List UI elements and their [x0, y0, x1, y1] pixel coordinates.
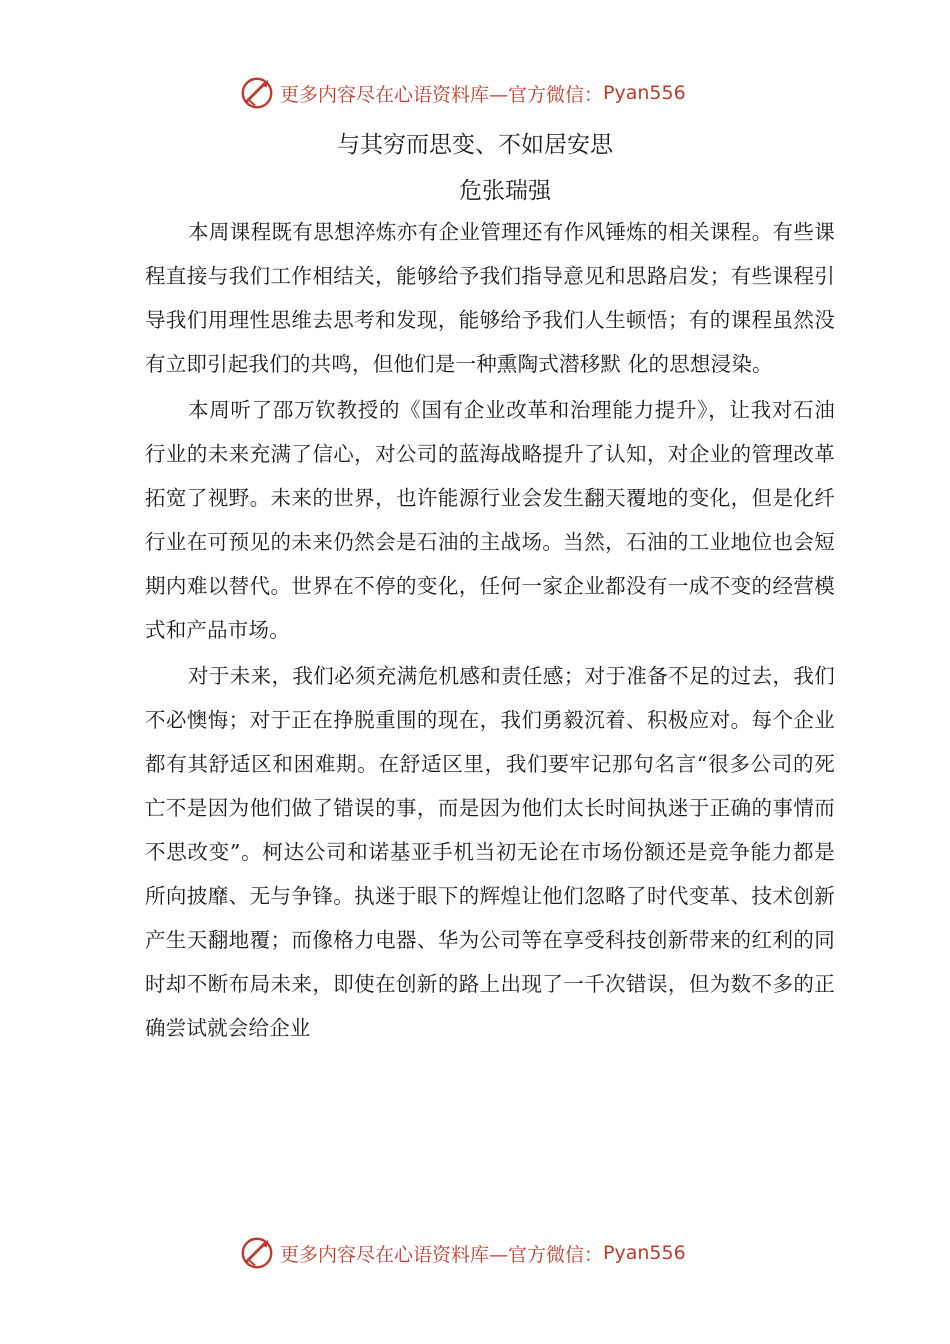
- wechat-id: Pyan556: [603, 82, 686, 104]
- footer-banner: [238, 1233, 686, 1273]
- header-banner: [238, 73, 686, 113]
- paragraph: 本周听了邵万钦教授的《国有企业改革和治理能力提升》，让我对石油行业的未来充满了信心，对公司的蓝海战略提升了认知，对企业的管理改革拓宽了视野。未来的世界，也许能源行业会发生翻天覆地的变化，但是化纤行业在可预见的未来仍然会是石油的主战场。当然，石油的工业地位也会短期内难以替代。世界在不停的变化，任何一家企业都没有一成不变的经营模式和产品市场。: [145, 398, 835, 642]
- banner-text: 更多内容尽在心语资料库—官方微信：: [280, 1243, 604, 1266]
- banner-text: 更多内容尽在心语资料库—官方微信：: [280, 83, 604, 106]
- document-author: 危张瑞强: [459, 178, 551, 204]
- pen-logo-icon: [238, 74, 276, 112]
- paragraph: 本周课程既有思想淬炼亦有企业管理还有作风锤炼的相关课程。有些课程直接与我们工作相结关，能够给予我们指导意见和思路启发；有些课程引导我们用理性思维去思考和发现，能够给予我们人生顿悟；有的课程虽然没有立即引起我们的共鸣，但他们是一种熏陶式潜移默 化的思想浸染。: [145, 220, 835, 376]
- wechat-id: Pyan556: [603, 1242, 686, 1264]
- document-title: 与其穷而思变、不如居安思: [337, 132, 613, 158]
- paragraph: 对于未来，我们必须充满危机感和责任感；对于准备不足的过去，我们不必懊悔；对于正在挣脱重围的现在，我们勇毅沉着、积极应对。每个企业都有其舒适区和困难期。在舒适区里，我们要牢记那句名言“很多公司的死亡不是因为他们做了错误的事，而是因为他们太长时间执迷于正确的事情而不思改变”。柯达公司和诺基亚手机当初无论在市场份额还是竞争能力都是所向披靡、无与争锋。执迷于眼下的辉煌让他们忽略了时代变革、技术创新产生天翻地覆；而像格力电器、华为公司等在享受科技创新带来的红利的同时却不断布局未来，即使在创新的路上出现了一千次错误，但为数不多的正确尝试就会给企业: [145, 664, 835, 1040]
- pen-logo-icon: [238, 1234, 276, 1272]
- document-body: [145, 210, 835, 1052]
